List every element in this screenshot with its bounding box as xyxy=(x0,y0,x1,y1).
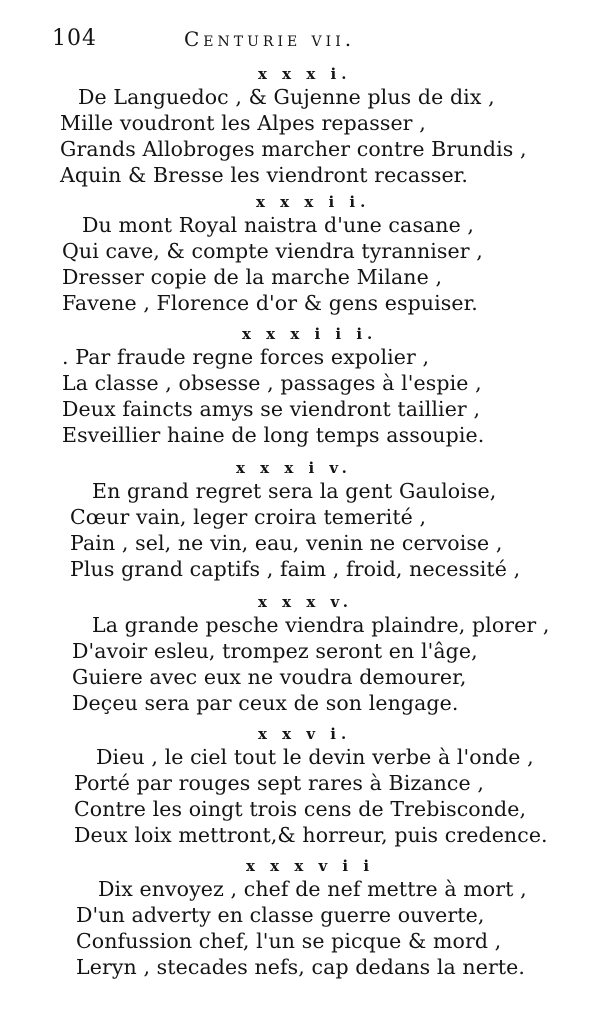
quatrain-heading: x x v i. xyxy=(258,725,352,743)
verse-line: La classe , obsesse , passages à l'espie , xyxy=(62,371,482,395)
verse-line: Confussion chef, l'un se picque & mord , xyxy=(76,929,502,953)
verse-line: Guiere avec eux ne voudra demourer, xyxy=(72,665,467,689)
verse-line: Esveillier haine de long temps assoupie. xyxy=(62,423,485,447)
verse-line: D'un adverty en classe guerre ouverte, xyxy=(76,903,485,927)
verse-line: Favene , Florence d'or & gens espuiser. xyxy=(62,291,478,315)
verse-line: Deçeu sera par ceux de son lengage. xyxy=(72,691,459,715)
running-head xyxy=(52,26,572,56)
quatrain-heading: x x x v i i xyxy=(246,857,375,875)
verse-line: Qui cave, & compte viendra tyranniser , xyxy=(62,239,483,263)
verse-line: . Par fraude regne forces expolier , xyxy=(62,345,430,369)
quatrain-heading: x x x i i. xyxy=(256,193,371,211)
verse-line: Pain , sel, ne vin, eau, venin ne cervoise , xyxy=(70,531,503,555)
verse-line: Aquin & Bresse les viendront recasser. xyxy=(60,163,468,187)
verse-line: En grand regret sera la gent Gauloise, xyxy=(92,479,497,503)
verse-line: Deux loix mettront,& horreur, puis credence. xyxy=(74,823,548,847)
verse-line: Mille voudront les Alpes repasser , xyxy=(60,111,426,135)
verse-line: Cœur vain, leger croira temerité , xyxy=(70,505,427,529)
verse-line: D'avoir esleu, trompez seront en l'âge, xyxy=(72,639,478,663)
verse-line: Dix envoyez , chef de nef mettre à mort , xyxy=(98,877,527,901)
quatrain-heading: x x x i v. xyxy=(236,459,352,477)
verse-line: De Languedoc , & Gujenne plus de dix , xyxy=(78,85,495,109)
verse-line: Deux faincts amys se viendront taillier , xyxy=(62,397,481,421)
verse-line: Contre les oingt trois cens de Trebisconde, xyxy=(74,797,527,821)
quatrain-heading: x x x v. xyxy=(258,593,353,611)
verse-line: Plus grand captifs , faim , froid, necessité , xyxy=(70,557,521,581)
quatrain-heading: x x x i. xyxy=(258,65,352,83)
page-number: 104 xyxy=(52,26,97,51)
quatrain-heading: x x x i i i. xyxy=(242,325,378,343)
verse-line: La grande pesche viendra plaindre, plorer , xyxy=(92,613,550,637)
running-head-title: Centurie vii. xyxy=(184,27,356,51)
verse-line: Leryn , stecades nefs, cap dedans la nerte. xyxy=(76,955,526,979)
verse-line: Porté par rouges sept rares à Bizance , xyxy=(74,771,484,795)
verse-line: Grands Allobroges marcher contre Brundis , xyxy=(60,137,527,161)
verse-line: Du mont Royal naistra d'une casane , xyxy=(82,213,475,237)
verse-line: Dresser copie de la marche Milane , xyxy=(62,265,443,289)
verse-line: Dieu , le ciel tout le devin verbe à l'onde , xyxy=(96,745,534,769)
